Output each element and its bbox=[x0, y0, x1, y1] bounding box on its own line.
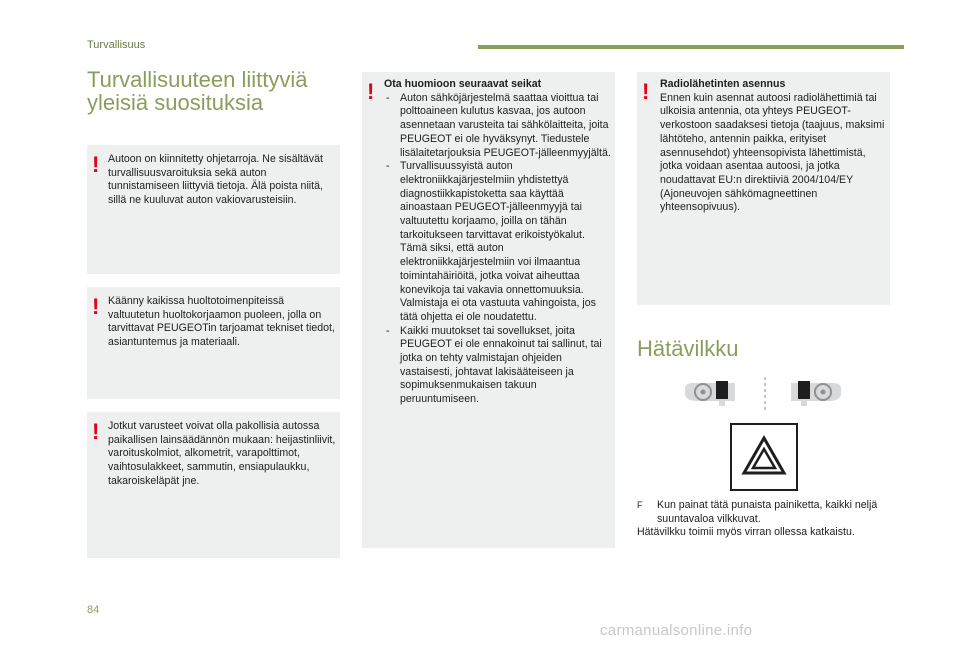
dashboard-lhd-icon bbox=[685, 381, 735, 406]
list-dash: - bbox=[386, 324, 390, 337]
page-title: Turvallisuuteen liittyviä yleisiä suosituksia bbox=[87, 67, 308, 115]
list-dash: - bbox=[386, 91, 390, 104]
section-header: Turvallisuus bbox=[87, 39, 146, 51]
header-bar bbox=[478, 45, 904, 49]
warning-heading: Radiolähetinten asennus bbox=[660, 78, 786, 90]
hazard-instructions bbox=[637, 499, 887, 540]
list-item-text: Auton sähköjärjestelmä saattaa vioittua tai polttoaineen kulutus kasvaa, jos autoon asennetaan varusteita tai sähkölaitteita, joita PEUGEOT ei ole hyväksynyt. Tiedustele lisälaitetarjouksia PEUGEOT-jälleenmyyjältä. bbox=[400, 91, 611, 159]
bullet-arrow-icon: F bbox=[637, 500, 643, 510]
warning-text: Käänny kaikissa huoltotoimenpiteissä valtuutetun huoltokorjaamon puoleen, jolla on tarvittavat PEUGEOTin tarjoamat tekniset tiedot, asiantuntemus ja materiaali. bbox=[108, 295, 335, 349]
watermark: carmanualsonline.info bbox=[600, 622, 753, 639]
warning-icon: ! bbox=[92, 152, 100, 177]
warning-icon: ! bbox=[642, 79, 650, 104]
warning-icon: ! bbox=[367, 79, 375, 104]
warning-text: Jotkut varusteet voivat olla pakollisia autossa paikallisen lainsäädännön mukaan: heijastinliivit, varoituskolmiot, alkometrit, varapolttimot, vaihtosulakkeet, sammutin, ensiapulaukku, takaroiskeläpät jne. bbox=[108, 420, 336, 487]
list-item-text: Turvallisuussyistä auton elektroniikkajärjestelmiin yhdistettyä diagnostiikkapistoketta saa käyttää ainoastaan PEUGEOT-jälleenmyyjä tai valtuutettu korjaamo, joilla on tähän tarkoitukseen tarvittavat erikoistyökalut. Tämä siksi, että auton elektroniikkajärjestelmiin voi ilmaantua toimintahäiriöitä, jotka voivat aiheuttaa konevikoja tai vakavia onnettomuuksia. Valmistaja ei ota vastuuta vahingoista, jos tätä ohjetta ei ole noudatettu. bbox=[400, 160, 596, 323]
warning-content bbox=[660, 78, 886, 215]
list-item-text: Kaikki muutokset tai sovellukset, joita PEUGEOT ei ole ennakoinut tai sallinut, tai jotka on tehty valmistajan ohjeiden vastaisesti, johtavat lakisääteiseen ja sopimuksenmukaisen takuun peruuntumiseen. bbox=[400, 324, 602, 406]
dashboard-rhd-icon bbox=[791, 381, 841, 406]
hazard-button-icon bbox=[730, 423, 798, 491]
list-item bbox=[637, 499, 887, 526]
page-number: 84 bbox=[87, 604, 100, 616]
warning-text: Ennen kuin asennat autoosi radiolähettimiä tai ulkoisia antennia, ota yhteys PEUGEOT-verkostoon saadaksesi tietoja (taajuus, maksimi lähtöteho, antennin paikka, erityiset asennusehdot) yhteensopivista lähettimistä, jotka voidaan asentaa autoosi, ja jotka noudattavat EU:n direktiiviä 2004/104/EY (Ajoneuvojen sähkömagneettinen yhteensopivuus). bbox=[660, 91, 885, 214]
list-item bbox=[384, 325, 612, 407]
warning-box-service bbox=[87, 287, 340, 399]
list-item-text: Kun painat tätä punaista painiketta, kaikki neljä suuntavaloa vilkkuvat. bbox=[657, 499, 878, 525]
warning-content bbox=[384, 78, 612, 407]
list-item bbox=[384, 92, 612, 161]
warning-icon: ! bbox=[92, 294, 100, 319]
hazard-note: Hätävilkku toimii myös virran ollessa katkaistu. bbox=[637, 526, 855, 539]
warning-heading: Ota huomioon seuraavat seikat bbox=[384, 78, 542, 90]
warning-icon: ! bbox=[92, 419, 100, 444]
dashboard-illustration bbox=[683, 377, 843, 413]
warning-box-equipment bbox=[87, 412, 340, 558]
warning-box-accessories bbox=[362, 72, 615, 548]
warning-box-labels bbox=[87, 145, 340, 274]
list-dash: - bbox=[386, 160, 390, 173]
warning-box-radio bbox=[637, 72, 890, 305]
hazard-section-title: Hätävilkku bbox=[637, 336, 739, 361]
warning-text: Autoon on kiinnitetty ohjetarroja. Ne sisältävät turvallisuusvaroituksia sekä auton tunnistamiseen liittyviä tietoja. Älä poista niitä, sillä ne kuuluvat auton vakiovarusteisiin. bbox=[108, 153, 323, 207]
list-item bbox=[384, 160, 612, 324]
